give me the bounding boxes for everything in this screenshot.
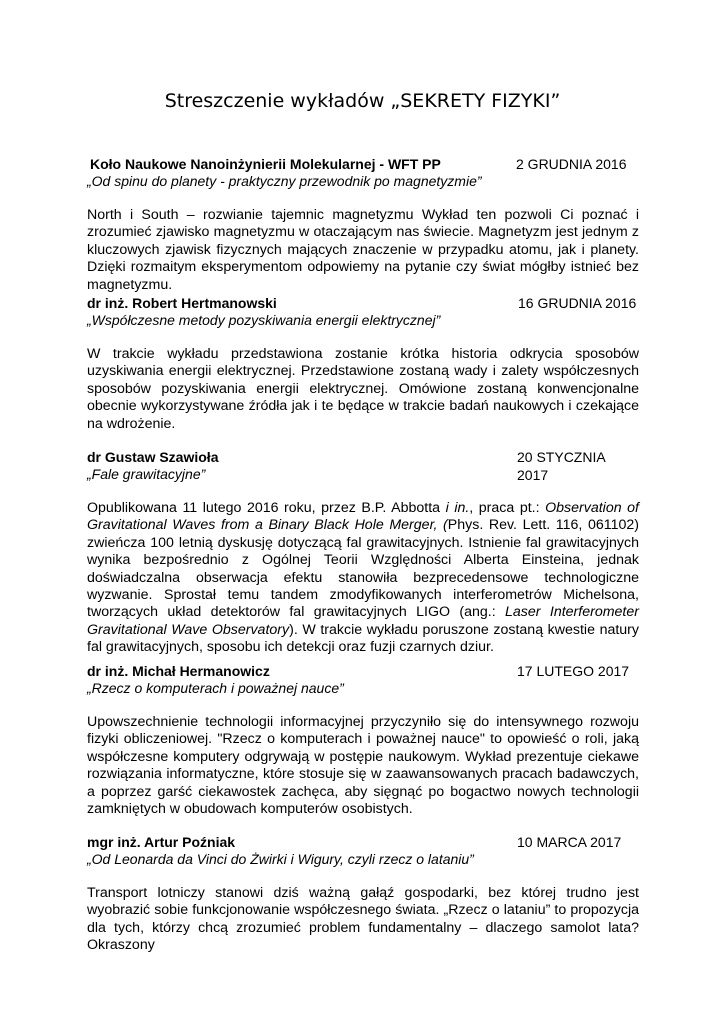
lecture-date: 16 GRUDNIA 2016 xyxy=(518,295,637,311)
lecture-speaker: dr inż. Michał Hermanowicz xyxy=(87,663,270,679)
abstract-text: Phys. Rev. Lett. 116, 061102) zwieńcza 100 letnią dyskusję dotyczącą fal grawitacyjnych. Istnienie fal grawitacyjnych wynika bezpośrednio z Ogólnej Teorii Względności Alberta Einsteina, jednak doświadczalna obserwacja efektu stanowiła bezprecedensowe technologiczne wyzwanie. Sprostał temu tandem zmodyfikowanych interferometrów Michelsona, tworzących układ detektorów fal grawitacyjnych LIGO (ang.: xyxy=(87,517,639,621)
lecture-entry xyxy=(87,662,639,818)
lecture-abstract: Transport lotniczy stanowi dziś ważną gałąź gospodarki, bez której trudno jest wyobrazić sobie funkcjonowanie współczesnego świata. „Rzecz o lataniu” to propozycja dla tych, którzy chcą zrozumieć problem fundamentalny – dlaczego samolot lata? Okraszony xyxy=(87,885,639,954)
abstract-text-italic: Observation of Gravitational Waves from a Binary Black Hole Merger, ( xyxy=(87,500,639,534)
abstract-text-italic: i in. xyxy=(445,500,470,516)
lecture-title: „Fale grawitacyjne” xyxy=(87,466,206,482)
lecture-abstract: Upowszechnienie technologii informacyjnej przyczyniło się do intensywnego rozwoju fizyki obliczeniowej. "Rzecz o komputerach i poważnej nauce" to opowieść o roli, jaką współczesne komputery odgrywają w postępie naukowym. Wykład prezentuje ciekawe rozwiązania informatyczne, które stosuje się w zaawansowanych pracach badawczych, a poprzez garść ciekawostek zachęca, aby sięgnąć po bogactwo nowych technologii zamkniętych w obudowach komputerów osobistych. xyxy=(87,714,639,818)
lecture-date: 2 GRUDNIA 2016 xyxy=(516,156,627,172)
lecture-abstract: North i South – rozwianie tajemnic magnetyzmu Wykład ten pozwoli Ci poznać i zrozumieć zjawisko magnetyzmu w otaczającym nas świecie. Magnetyzm jest jednym z kluczowych zjawisk fizycznych mających znaczenie w przypadku atomu, jak i planety. Dzięki rozmaitym eksperymentom odpowiemy na pytanie czy świat mógłby istnieć bez magnetyzmu. xyxy=(87,207,639,293)
lecture-speaker: dr Gustaw Szawioła xyxy=(87,449,219,465)
lecture-speaker: Koło Naukowe Nanoinżynierii Molekularnej - WFT PP xyxy=(90,156,441,172)
abstract-text-italic: Laser Interferometer Gravitational Wave Observatory xyxy=(87,604,639,638)
lecture-entry xyxy=(87,155,639,294)
lecture-abstract xyxy=(87,500,639,657)
lecture-entry xyxy=(87,294,639,433)
abstract-text: ). W trakcie wykładu poruszone zostaną kwestie natury fal grawitacyjnych, sposobu ich detekcji oraz fuzji czarnych dziur. xyxy=(87,621,639,656)
lecture-title: „Rzecz o komputerach i poważnej nauce” xyxy=(87,680,344,696)
lecture-title: „Współczesne metody pozyskiwania energii elektrycznej” xyxy=(87,312,441,328)
document-title: Streszczenie wykładów „SEKRETY FIZYKI” xyxy=(164,90,561,112)
lecture-date: 17 LUTEGO 2017 xyxy=(517,663,630,679)
lecture-entry xyxy=(87,448,639,657)
lecture-title: „Od Leonarda da Vinci do Żwirki i Wigury, czyli rzecz o lataniu” xyxy=(87,851,474,867)
lecture-date: 10 MARCA 2017 xyxy=(517,834,622,850)
lecture-speaker: dr inż. Robert Hertmanowski xyxy=(87,295,277,311)
lecture-title: „Od spinu do planety - praktyczny przewodnik po magnetyzmie” xyxy=(87,173,482,189)
abstract-text: Opublikowana 11 lutego 2016 roku, przez B.P. Abbotta xyxy=(87,500,446,516)
lecture-speaker: mgr inż. Artur Poźniak xyxy=(87,834,236,850)
lecture-entry xyxy=(87,833,639,955)
lecture-date: 20 STYCZNIA 2017 xyxy=(517,449,605,483)
lecture-abstract: W trakcie wykładu przedstawiona zostanie krótka historia odkrycia sposobów uzyskiwania energii elektrycznej. Przedstawione zostaną wady i zalety współczesnych sposobów pozyskiwania energii elektrycznej. Omówione zostaną konwencjonalne obecnie wykorzystywane źródła jak i te będące w trakcie badań naukowych i czekające na wdrożenie. xyxy=(87,346,639,432)
abstract-text: , praca pt.: xyxy=(469,500,546,516)
